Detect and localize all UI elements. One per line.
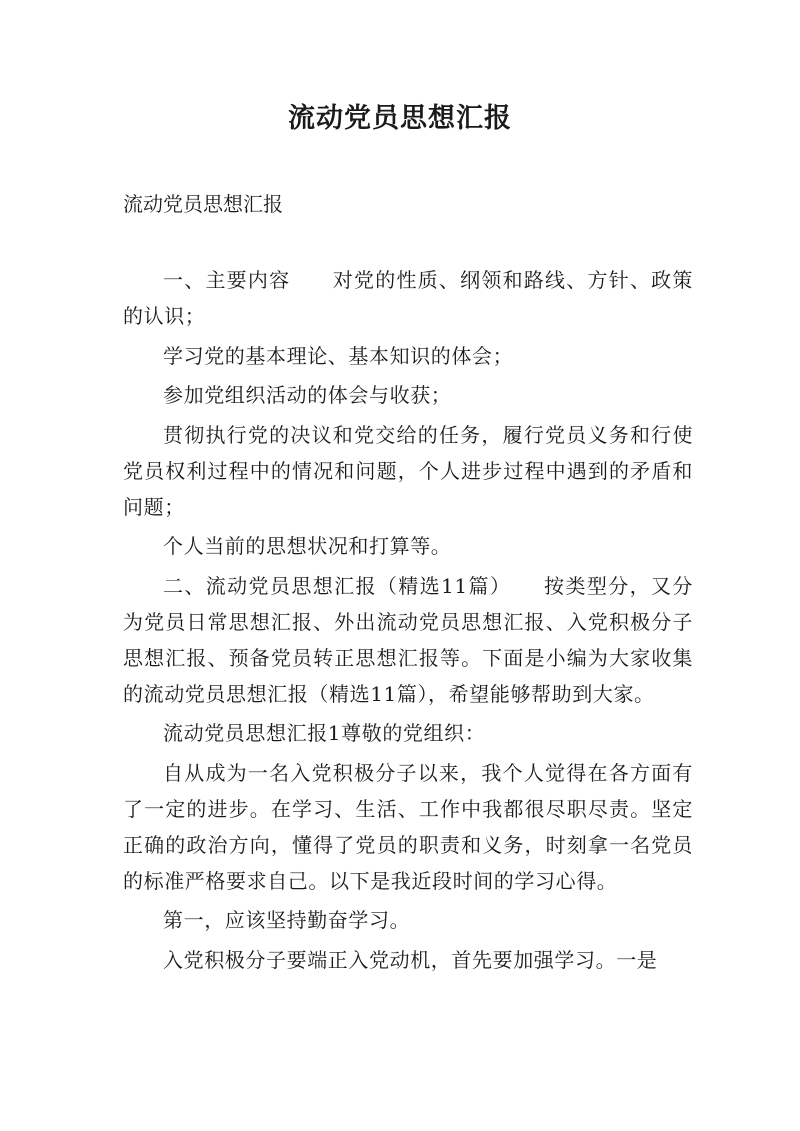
document-body [123,262,693,981]
document-subheading: 流动党员思想汇报 [123,192,283,216]
paragraph: 第一，应该坚持勤奋学习。 [163,908,411,932]
paragraph: 个人当前的思想状况和打算等。 [163,534,452,558]
paragraph: 贯彻执行党的决议和党交给的任务，履行党员义务和行使党员权利过程中的情况和问题，个人进步过程中遇到的矛盾和问题； [123,422,693,519]
paragraph: 流动党员思想汇报1尊敬的党组织： [163,721,486,745]
paragraph: 一、主要内容 对党的性质、纲领和路线、方针、政策的认识； [123,268,693,328]
paragraph: 参加党组织活动的体会与收获； [163,383,452,407]
document-title: 流动党员思想汇报 [288,103,512,134]
paragraph: 自从成为一名入党积极分子以来，我个人觉得在各方面有了一定的进步。在学习、生活、工作中我都很尽职尽责。坚定正确的政治方向，懂得了党员的职责和义务，时刻拿一名党员的标准严格要求自己。以下是我近段时间的学习心得。 [123,760,693,893]
paragraph: 学习党的基本理论、基本知识的体会； [163,343,514,368]
paragraph: 二、流动党员思想汇报（精选11篇） 按类型分，又分为党员日常思想汇报、外出流动党员思想汇报、入党积极分子思想汇报、预备党员转正思想汇报等。下面是小编为大家收集的流动党员思想汇报（精选11篇），希望能够帮助到大家。 [123,573,693,706]
paragraph: 入党积极分子要端正入党动机，首先要加强学习。一是 [163,947,658,972]
